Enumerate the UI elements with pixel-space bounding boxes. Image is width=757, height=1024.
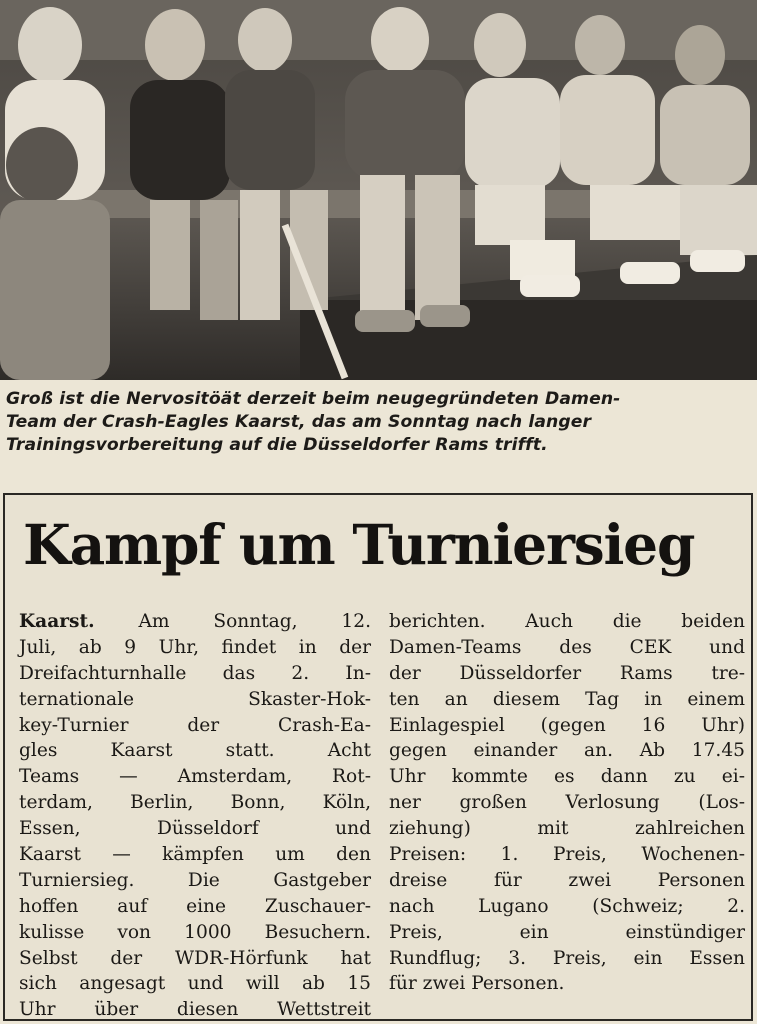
article-line — [19, 609, 371, 635]
article-line: kulisse von 1000 Besuchern. — [19, 921, 371, 943]
article-line: ner großen Verlosung (Los- — [389, 792, 745, 814]
article-line: berichten. Auch die beiden — [389, 611, 745, 632]
dateline: Kaarst. — [19, 611, 95, 632]
article-line: Einlagespiel (gegen 16 Uhr) — [389, 714, 745, 736]
article-line: Teams — Amsterdam, Rot- — [19, 766, 371, 788]
article-line: key-Turnier der Crash-Ea- — [19, 714, 371, 736]
article-line: dreise für zwei Personen — [389, 869, 745, 891]
article-line: nach Lugano (Schweiz; 2. — [389, 895, 745, 917]
article-line: Damen-Teams des CEK und — [389, 636, 745, 658]
article-line: Preis, ein einstündiger — [389, 921, 745, 943]
article-line: ziehung) mit zahlreichen — [389, 818, 745, 840]
article-line: Rundflug; 3. Preis, ein Essen — [389, 947, 745, 969]
team-photo — [0, 0, 757, 380]
article-line: Uhr über diesen Wettstreit — [19, 999, 371, 1021]
article-box — [3, 493, 753, 1021]
article-line: Kaarst — kämpfen um den — [19, 844, 371, 866]
team-photo-image — [0, 0, 757, 380]
article-line: Uhr kommte es dann zu ei- — [389, 766, 745, 788]
article-line: Turniersieg. Die Gastgeber — [19, 869, 371, 891]
photo-caption — [6, 388, 751, 457]
article-line: ten an diesem Tag in einem — [389, 688, 745, 710]
article-line: sich angesagt und will ab 15 — [19, 973, 371, 995]
caption-line: Trainingsvorbereitung auf die Düsseldorfer Rams trifft. — [6, 435, 548, 455]
article-line: für zwei Personen. — [389, 973, 565, 995]
article-column-left — [19, 609, 371, 1023]
article-line: hoffen auf eine Zuschauer- — [19, 895, 371, 917]
article-line: Dreifachturnhalle das 2. In- — [19, 662, 371, 684]
article-column-right — [389, 609, 745, 997]
caption-line: Team der Crash-Eagles Kaarst, das am Sonntag nach langer — [6, 412, 592, 432]
article-line: gles Kaarst statt. Acht — [19, 740, 371, 762]
article-line: Selbst der WDR-Hörfunk hat — [19, 947, 371, 969]
article-line-text: Am Sonntag, 12. — [138, 611, 371, 632]
article-line: Essen, Düsseldorf und — [19, 818, 371, 840]
article-line: terdam, Berlin, Bonn, Köln, — [19, 792, 371, 814]
article-headline: Kampf um Turniersieg — [23, 512, 695, 577]
article-line: der Düsseldorfer Rams tre- — [389, 662, 745, 684]
article-line: Juli, ab 9 Uhr, findet in der — [19, 636, 371, 658]
article-line: ternationale Skaster-Hok- — [19, 688, 371, 710]
article-line: gegen einander an. Ab 17.45 — [389, 740, 745, 762]
article-line: Preisen: 1. Preis, Wochenen- — [389, 844, 745, 866]
caption-line: Groß ist die Nervositöät derzeit beim neugegründeten Damen- — [6, 389, 621, 409]
